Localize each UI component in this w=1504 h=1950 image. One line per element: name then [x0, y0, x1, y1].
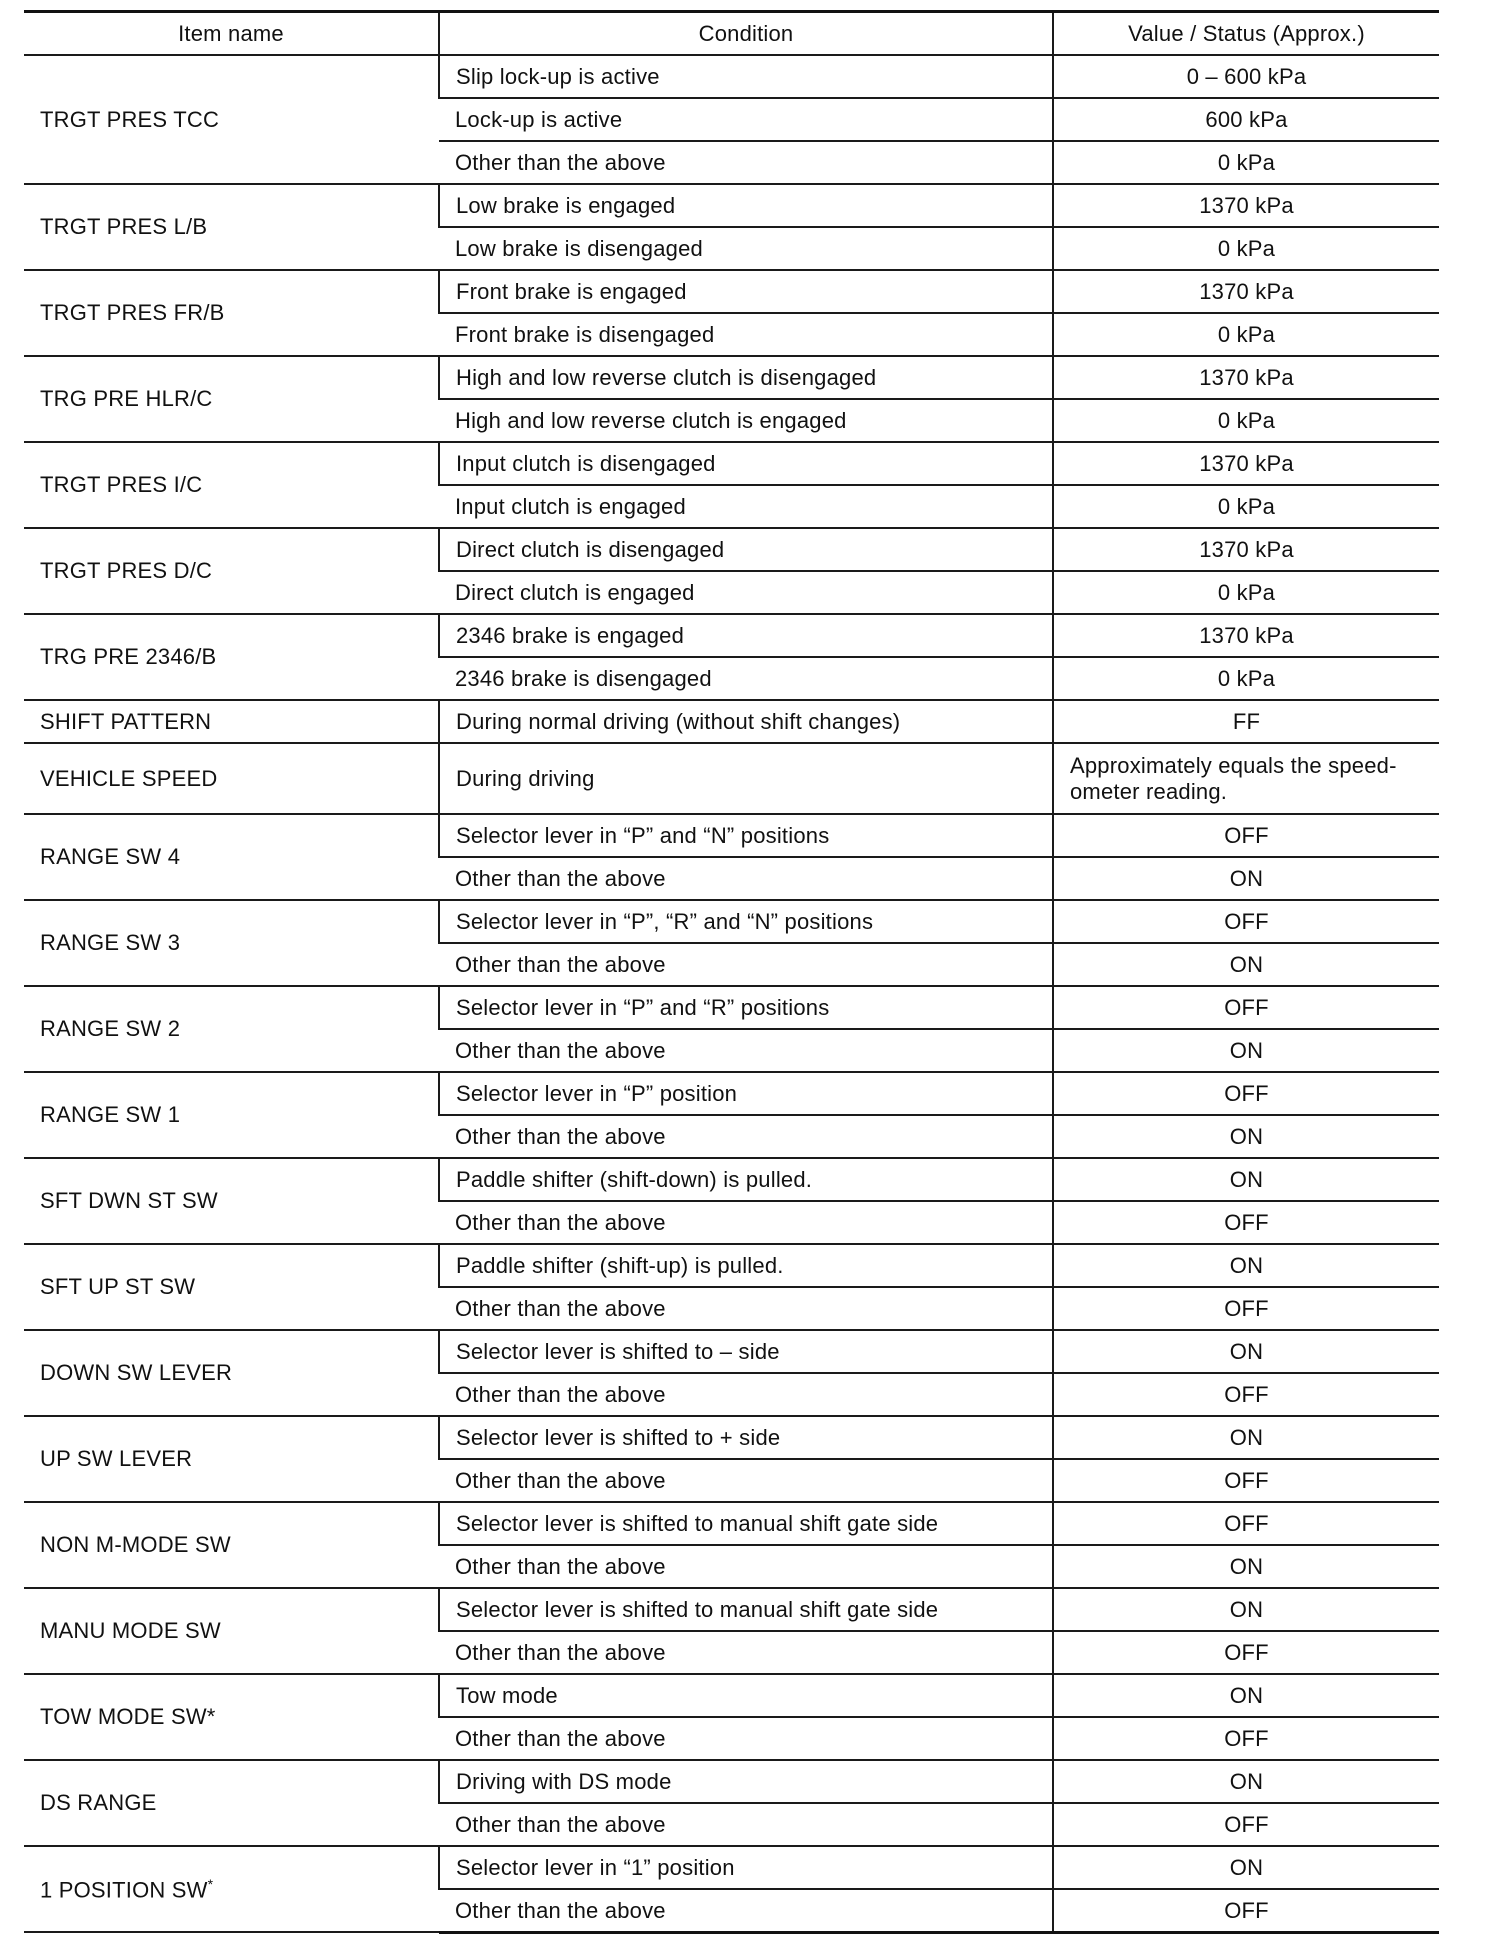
condition-cell: Selector lever in “P” and “R” positions [439, 986, 1053, 1029]
table-row [24, 442, 1439, 485]
header-item-name: Item name [24, 12, 439, 56]
item-name-cell [24, 356, 439, 442]
value-cell: 1370 kPa [1053, 356, 1439, 399]
item-name: SFT UP ST SW [40, 1274, 196, 1300]
item-name: RANGE SW 4 [40, 844, 181, 870]
item-name: RANGE SW 3 [40, 930, 181, 956]
value-cell: ON [1053, 1846, 1439, 1889]
value-cell: OFF [1053, 1373, 1439, 1416]
table-row [24, 1846, 1439, 1889]
table-header-row [24, 12, 1439, 56]
value-cell: OFF [1053, 1631, 1439, 1674]
item-name-cell [24, 1158, 439, 1244]
condition-cell: Other than the above [439, 1545, 1053, 1588]
condition-cell: Input clutch is disengaged [439, 442, 1053, 485]
item-name: TRGT PRES I/C [40, 472, 203, 498]
item-name: MANU MODE SW [40, 1618, 221, 1644]
condition-cell: High and low reverse clutch is engaged [439, 399, 1053, 442]
value-cell: ON [1053, 1416, 1439, 1459]
value-cell: ON [1053, 1158, 1439, 1201]
value-cell: ON [1053, 1029, 1439, 1072]
value-cell: ON [1053, 943, 1439, 986]
condition-cell: Other than the above [439, 1287, 1053, 1330]
item-name: DS RANGE [40, 1790, 157, 1816]
table-row [24, 1330, 1439, 1373]
value-cell: 600 kPa [1053, 98, 1439, 141]
value-cell: 0 kPa [1053, 141, 1439, 184]
item-name: TRG PRE HLR/C [40, 386, 213, 412]
table-row [24, 986, 1439, 1029]
item-name: 1 POSITION SW [40, 1877, 208, 1903]
condition-cell: Selector lever in “1” position [439, 1846, 1053, 1889]
table-row [24, 1072, 1439, 1115]
value-cell: ON [1053, 1588, 1439, 1631]
value-cell: OFF [1053, 986, 1439, 1029]
table-row [24, 184, 1439, 227]
table-row [24, 1244, 1439, 1287]
value-cell: ON [1053, 1115, 1439, 1158]
value-cell: OFF [1053, 1459, 1439, 1502]
value-cell: OFF [1053, 1803, 1439, 1846]
value-cell: 0 – 600 kPa [1053, 55, 1439, 98]
header-condition: Condition [439, 12, 1053, 56]
table-body [24, 55, 1439, 1932]
condition-cell: Input clutch is engaged [439, 485, 1053, 528]
value-cell: ON [1053, 1674, 1439, 1717]
value-cell: OFF [1053, 1201, 1439, 1244]
value-cell: 0 kPa [1053, 485, 1439, 528]
value-cell: ON [1053, 1244, 1439, 1287]
item-name-cell [24, 1330, 439, 1416]
condition-cell: High and low reverse clutch is disengaged [439, 356, 1053, 399]
value-cell: ON [1053, 857, 1439, 900]
item-name: NON M-MODE SW [40, 1532, 231, 1558]
item-name: VEHICLE SPEED [40, 765, 218, 791]
value-cell: OFF [1053, 1502, 1439, 1545]
table-row [24, 614, 1439, 657]
table-row [24, 743, 1439, 814]
condition-cell: Other than the above [439, 1459, 1053, 1502]
item-name-cell [24, 270, 439, 356]
table-row [24, 528, 1439, 571]
header-value-status: Value / Status (Approx.) [1053, 12, 1439, 56]
value-cell: OFF [1053, 1287, 1439, 1330]
item-name-cell [24, 184, 439, 270]
item-name-cell [24, 814, 439, 900]
item-name-cell [24, 1416, 439, 1502]
condition-cell: Direct clutch is engaged [439, 571, 1053, 614]
item-name-cell [24, 1760, 439, 1846]
value-cell: FF [1053, 700, 1439, 743]
value-cell: 1370 kPa [1053, 270, 1439, 313]
condition-cell: Tow mode [439, 1674, 1053, 1717]
table-row [24, 1674, 1439, 1717]
value-cell: 1370 kPa [1053, 442, 1439, 485]
condition-cell: 2346 brake is engaged [439, 614, 1053, 657]
condition-cell: Other than the above [439, 1115, 1053, 1158]
item-name-cell [24, 55, 439, 184]
condition-cell: Other than the above [439, 1717, 1053, 1760]
table-row [24, 1502, 1439, 1545]
value-cell: 1370 kPa [1053, 528, 1439, 571]
condition-cell: Paddle shifter (shift-up) is pulled. [439, 1244, 1053, 1287]
item-name-cell [24, 442, 439, 528]
condition-cell: Front brake is disengaged [439, 313, 1053, 356]
value-cell: ON [1053, 1760, 1439, 1803]
item-name: TRGT PRES FR/B [40, 300, 225, 326]
item-footnote-mark: * [206, 1704, 216, 1730]
item-name: TRGT PRES D/C [40, 558, 213, 584]
item-name-cell [24, 614, 439, 700]
item-name: RANGE SW 1 [40, 1102, 181, 1128]
item-name: RANGE SW 2 [40, 1016, 181, 1042]
value-cell: 1370 kPa [1053, 614, 1439, 657]
table-row [24, 700, 1439, 743]
item-name: DOWN SW LEVER [40, 1360, 233, 1386]
condition-cell: Other than the above [439, 1803, 1053, 1846]
table-row [24, 356, 1439, 399]
value-cell: OFF [1053, 900, 1439, 943]
condition-cell: Direct clutch is disengaged [439, 528, 1053, 571]
value-cell: ON [1053, 1330, 1439, 1373]
item-name-cell [24, 900, 439, 986]
value-cell: 0 kPa [1053, 313, 1439, 356]
condition-cell: Lock-up is active [439, 98, 1053, 141]
item-name-cell [24, 528, 439, 614]
item-name: TRGT PRES TCC [40, 106, 220, 132]
item-name: TOW MODE SW [40, 1704, 207, 1730]
condition-cell: Other than the above [439, 1631, 1053, 1674]
condition-cell: Selector lever in “P”, “R” and “N” positions [439, 900, 1053, 943]
item-name: TRGT PRES L/B [40, 214, 208, 240]
condition-cell: During normal driving (without shift changes) [439, 700, 1053, 743]
value-line: ometer reading. [1070, 778, 1228, 804]
value-cell: 0 kPa [1053, 399, 1439, 442]
condition-cell: Selector lever in “P” and “N” positions [439, 814, 1053, 857]
condition-cell: Other than the above [439, 1373, 1053, 1416]
condition-cell: Other than the above [439, 943, 1053, 986]
item-name-cell [24, 1244, 439, 1330]
condition-cell: Selector lever is shifted to – side [439, 1330, 1053, 1373]
condition-cell: Front brake is engaged [439, 270, 1053, 313]
data-monitor-table [24, 10, 1439, 1934]
item-name-cell [24, 700, 439, 743]
item-name: SHIFT PATTERN [40, 708, 212, 734]
condition-cell: Other than the above [439, 1889, 1053, 1932]
item-name-cell [24, 1502, 439, 1588]
condition-cell: Other than the above [439, 141, 1053, 184]
condition-cell: Other than the above [439, 1029, 1053, 1072]
item-name-cell [24, 1674, 439, 1760]
table-row [24, 1416, 1439, 1459]
table-row [24, 900, 1439, 943]
condition-cell: Selector lever in “P” position [439, 1072, 1053, 1115]
condition-cell: 2346 brake is disengaged [439, 657, 1053, 700]
item-name: UP SW LEVER [40, 1446, 193, 1472]
item-name-cell [24, 1588, 439, 1674]
value-cell: OFF [1053, 814, 1439, 857]
value-cell: OFF [1053, 1889, 1439, 1932]
item-name: SFT DWN ST SW [40, 1188, 218, 1214]
condition-cell: Other than the above [439, 1201, 1053, 1244]
value-line: Approximately equals the speed- [1070, 753, 1397, 779]
value-cell: 0 kPa [1053, 657, 1439, 700]
value-cell [1053, 743, 1439, 814]
table-row [24, 55, 1439, 98]
condition-cell: Low brake is engaged [439, 184, 1053, 227]
condition-cell: Low brake is disengaged [439, 227, 1053, 270]
value-cell: OFF [1053, 1717, 1439, 1760]
value-cell: 0 kPa [1053, 227, 1439, 270]
condition-cell: Selector lever is shifted to manual shift gate side [439, 1502, 1053, 1545]
value-cell: ON [1053, 1545, 1439, 1588]
item-name-cell [24, 1846, 439, 1932]
condition-cell: Selector lever is shifted to manual shift gate side [439, 1588, 1053, 1631]
condition-cell: During driving [439, 743, 1053, 814]
item-name-cell [24, 986, 439, 1072]
table-row [24, 1588, 1439, 1631]
value-cell: OFF [1053, 1072, 1439, 1115]
table-row [24, 270, 1439, 313]
condition-cell: Slip lock-up is active [439, 55, 1053, 98]
item-name: TRG PRE 2346/B [40, 644, 217, 670]
item-name-cell [24, 743, 439, 814]
condition-cell: Other than the above [439, 857, 1053, 900]
condition-cell: Selector lever is shifted to + side [439, 1416, 1053, 1459]
condition-cell: Paddle shifter (shift-down) is pulled. [439, 1158, 1053, 1201]
value-cell: 1370 kPa [1053, 184, 1439, 227]
item-name-cell [24, 1072, 439, 1158]
table-row [24, 1158, 1439, 1201]
table-row [24, 814, 1439, 857]
value-cell: 0 kPa [1053, 571, 1439, 614]
condition-cell: Driving with DS mode [439, 1760, 1053, 1803]
item-footnote-mark: * [207, 1875, 214, 1892]
table-row [24, 1760, 1439, 1803]
